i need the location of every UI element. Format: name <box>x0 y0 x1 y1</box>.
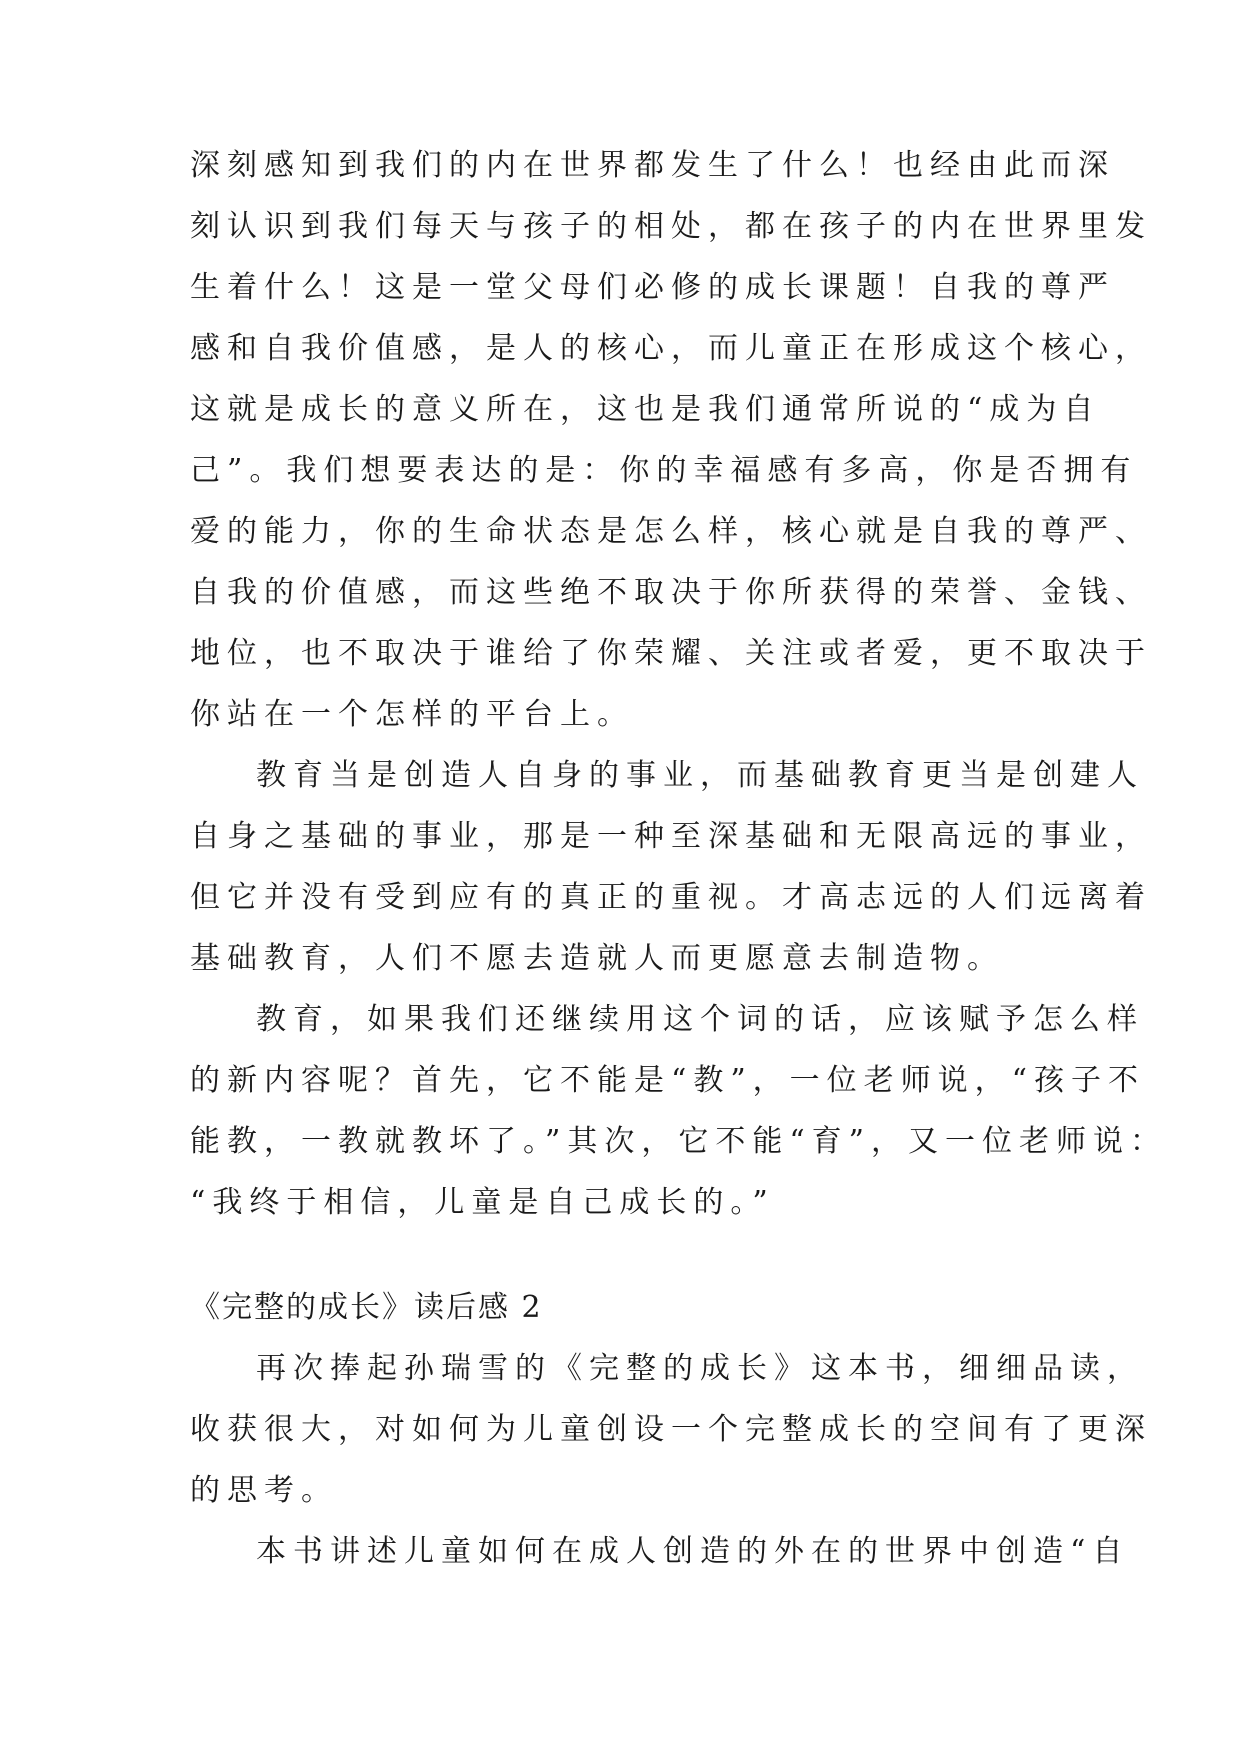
text-line: 但它并没有受到应有的真正的重视。才高志远的人们远离着 <box>190 880 1152 915</box>
text-line: 的新内容呢？首先，它不能是“教”，一位老师说，“孩子不 <box>190 1063 1146 1098</box>
paragraph-first-line: 本书讲述儿童如何在成人创造的外在的世界中创造“自 <box>256 1534 1130 1569</box>
text-line: 基础教育，人们不愿去造就人而更愿意去制造物。 <box>190 941 1004 976</box>
text-line: “我终于相信，儿童是自己成长的。” <box>190 1185 775 1220</box>
text-line: 你站在一个怎样的平台上。 <box>190 697 634 732</box>
text-line: 收获很大，对如何为儿童创设一个完整成长的空间有了更深 <box>190 1412 1152 1447</box>
text-line: 能教，一教就教坏了。”其次，它不能“育”，又一位老师说： <box>190 1124 1168 1159</box>
text-line: 自我的价值感，而这些绝不取决于你所获得的荣誉、金钱、 <box>190 575 1152 610</box>
text-line: 己”。我们想要表达的是：你的幸福感有多高，你是否拥有 <box>190 453 1138 488</box>
text-line: 爱的能力，你的生命状态是怎么样，核心就是自我的尊严、 <box>190 514 1152 549</box>
paragraph-first-line: 教育，如果我们还继续用这个词的话，应该赋予怎么样 <box>256 1002 1144 1037</box>
text-line: 的思考。 <box>190 1473 338 1508</box>
text-line: 地位，也不取决于谁给了你荣耀、关注或者爱，更不取决于 <box>190 636 1152 671</box>
paragraph-first-line: 教育当是创造人自身的事业，而基础教育更当是创建人 <box>256 758 1144 793</box>
text-line: 自身之基础的事业，那是一种至深基础和无限高远的事业， <box>190 819 1152 854</box>
paragraph-first-line: 再次捧起孙瑞雪的《完整的成长》这本书，细细品读， <box>256 1351 1144 1386</box>
text-line: 刻认识到我们每天与孩子的相处，都在孩子的内在世界里发 <box>190 209 1152 244</box>
text-line: 这就是成长的意义所在，这也是我们通常所说的“成为自 <box>190 392 1101 427</box>
text-line: 生着什么！这是一堂父母们必修的成长课题！自我的尊严 <box>190 270 1115 305</box>
text-line: 感和自我价值感，是人的核心，而儿童正在形成这个核心， <box>190 331 1152 366</box>
text-line: 深刻感知到我们的内在世界都发生了什么！也经由此而深 <box>190 148 1115 183</box>
section-heading: 《完整的成长》读后感 2 <box>190 1290 543 1325</box>
